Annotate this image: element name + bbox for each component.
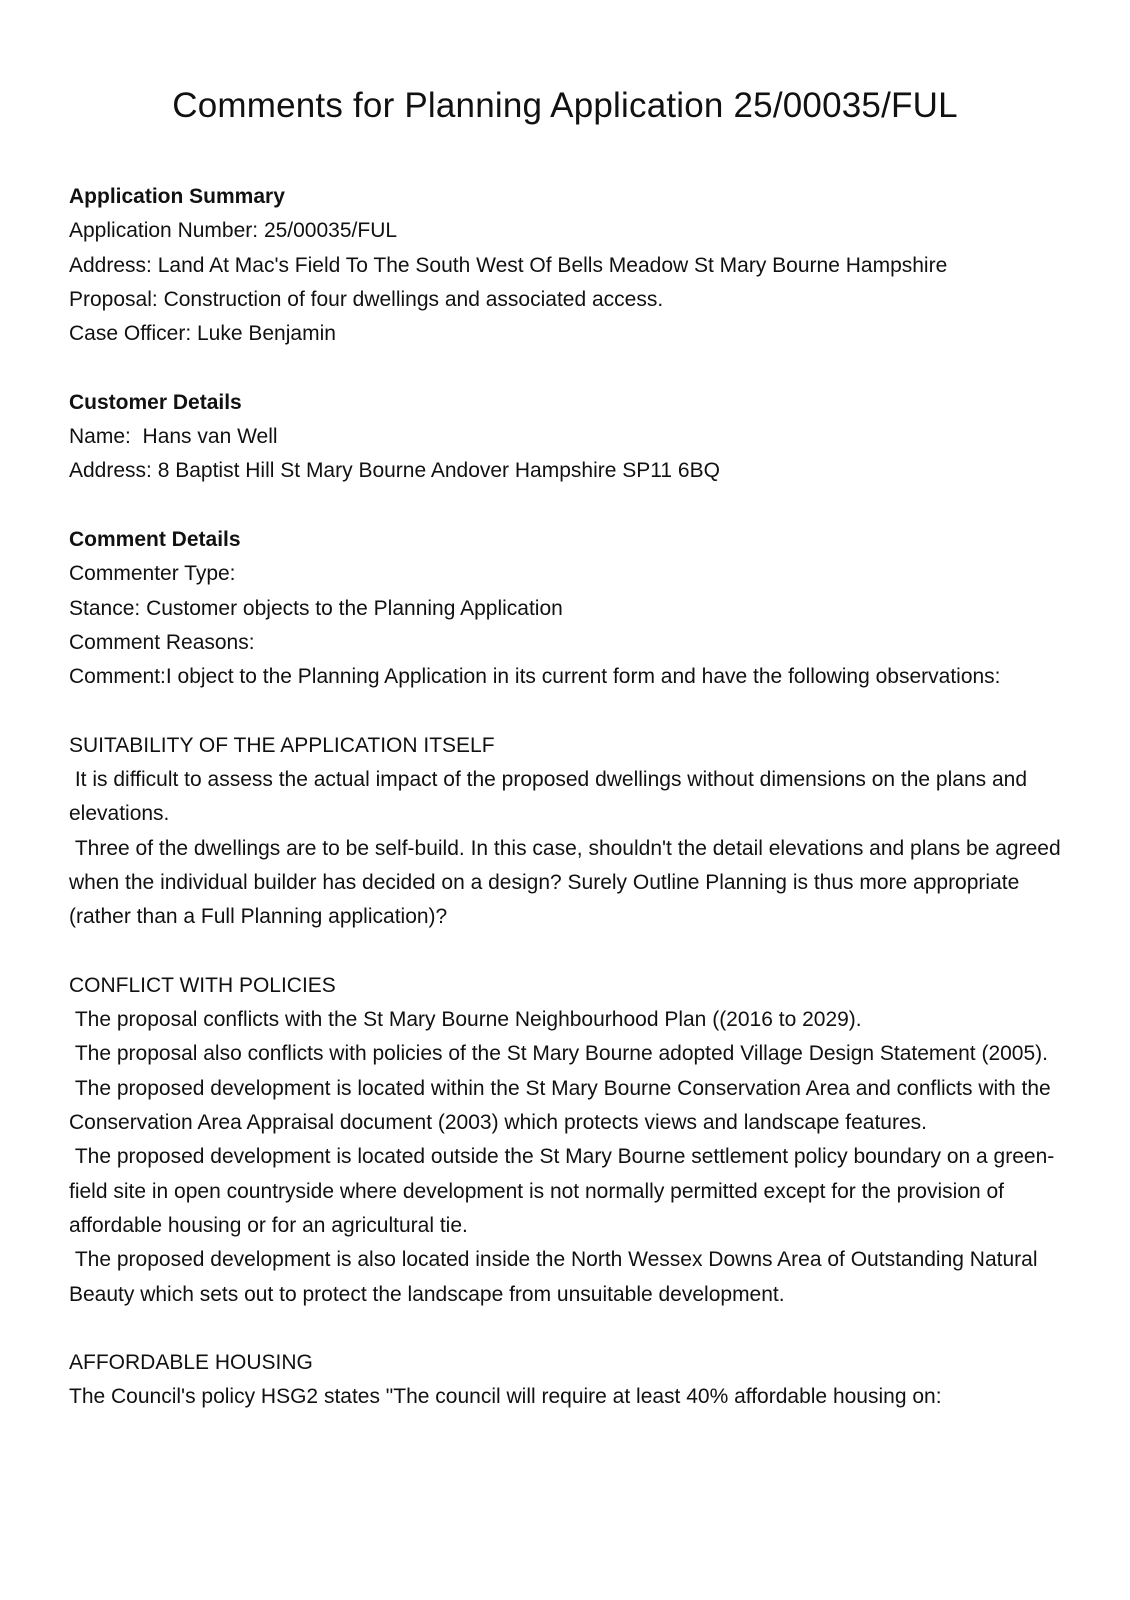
suitability-section [69,729,1069,935]
application-number-line [69,214,1069,248]
customer-name-label: Name: [69,425,131,449]
customer-name-line [69,420,1069,454]
case-officer-value: Luke Benjamin [197,322,336,346]
conflict-paragraph-2: The proposal also conflicts with policies of the St Mary Bourne adopted Village Design Statement (2005). [69,1042,1048,1066]
stance-label: Stance: [69,596,141,620]
application-proposal-line [69,283,1069,317]
suitability-heading: SUITABILITY OF THE APPLICATION ITSELF [69,733,495,757]
customer-address-line [69,454,1069,488]
conflict-heading: CONFLICT WITH POLICIES [69,973,336,997]
spacer [69,935,1069,969]
comment-intro-text: I object to the Planning Application in its current form and have the following observations: [165,665,1001,689]
customer-name-value: Hans van Well [142,425,278,449]
comment-details-heading: Comment Details [69,527,241,551]
document-body [69,180,1069,1415]
customer-details-heading: Customer Details [69,390,242,414]
customer-details-section [69,386,1069,489]
case-officer-line [69,317,1069,351]
conflict-section [69,969,1069,1312]
conflict-paragraph-1: The proposal conflicts with the St Mary Bourne Neighbourhood Plan ((2016 to 2029). [69,1008,862,1032]
application-number-label: Application Number: [69,219,259,243]
customer-address-value: 8 Baptist Hill St Mary Bourne Andover Hampshire SP11 6BQ [157,459,720,483]
application-address-label: Address: [69,253,152,277]
spacer [69,489,1069,523]
commenter-type-label: Commenter Type: [69,562,236,586]
affordable-housing-heading: AFFORDABLE HOUSING [69,1351,313,1375]
comment-label: Comment: [69,665,166,689]
application-proposal-value: Construction of four dwellings and associated access. [163,287,664,311]
comment-reasons-line [69,626,1069,660]
spacer [69,1312,1069,1346]
spacer [69,694,1069,728]
conflict-paragraph-5: The proposed development is also located inside the North Wessex Downs Area of Outstanding Natural Beauty which sets out to protect the landscape from unsuitable development. [69,1248,1044,1306]
conflict-paragraph-3: The proposed development is located within the St Mary Bourne Conservation Area and conflicts with the Conservation Area Appraisal document (2003) which protects views and landscape features. [69,1076,1057,1135]
application-proposal-label: Proposal: [69,287,158,311]
suitability-paragraph-2: Three of the dwellings are to be self-build. In this case, shouldn't the detail elevations and plans be agreed when the individual builder has decided on a design? Surely Outline Planning is thus more appropriate (rather than a Full Planning application)? [69,836,1067,929]
spacer [69,351,1069,385]
customer-address-label: Address: [69,459,152,483]
commenter-type-line [69,557,1069,591]
comment-intro-line [69,660,1069,694]
application-summary-section [69,180,1069,351]
application-address-line [69,249,1069,283]
affordable-housing-section [69,1346,1069,1415]
stance-line [69,592,1069,626]
application-summary-heading: Application Summary [69,185,285,208]
page-title: Comments for Planning Application 25/00035/FUL [172,86,958,125]
conflict-paragraph-4: The proposed development is located outside the St Mary Bourne settlement policy boundary on a green-field site in open countryside where development is not normally permitted except for the provision of affordable housing or for an agricultural tie. [69,1145,1055,1237]
comment-reasons-label: Comment Reasons: [69,630,255,654]
case-officer-label: Case Officer: [69,322,192,346]
stance-value: Customer objects to the Planning Application [146,596,563,620]
suitability-paragraph-1: It is difficult to assess the actual impact of the proposed dwellings without dimensions on the plans and elevations. [69,768,1033,826]
application-number-value: 25/00035/FUL [263,219,398,243]
application-address-value: Land At Mac's Field To The South West Of Bells Meadow St Mary Bourne Hampshire [157,253,948,277]
comment-details-section [69,523,1069,694]
affordable-housing-paragraph-1: The Council's policy HSG2 states "The council will require at least 40% affordable housing on: [69,1385,942,1409]
